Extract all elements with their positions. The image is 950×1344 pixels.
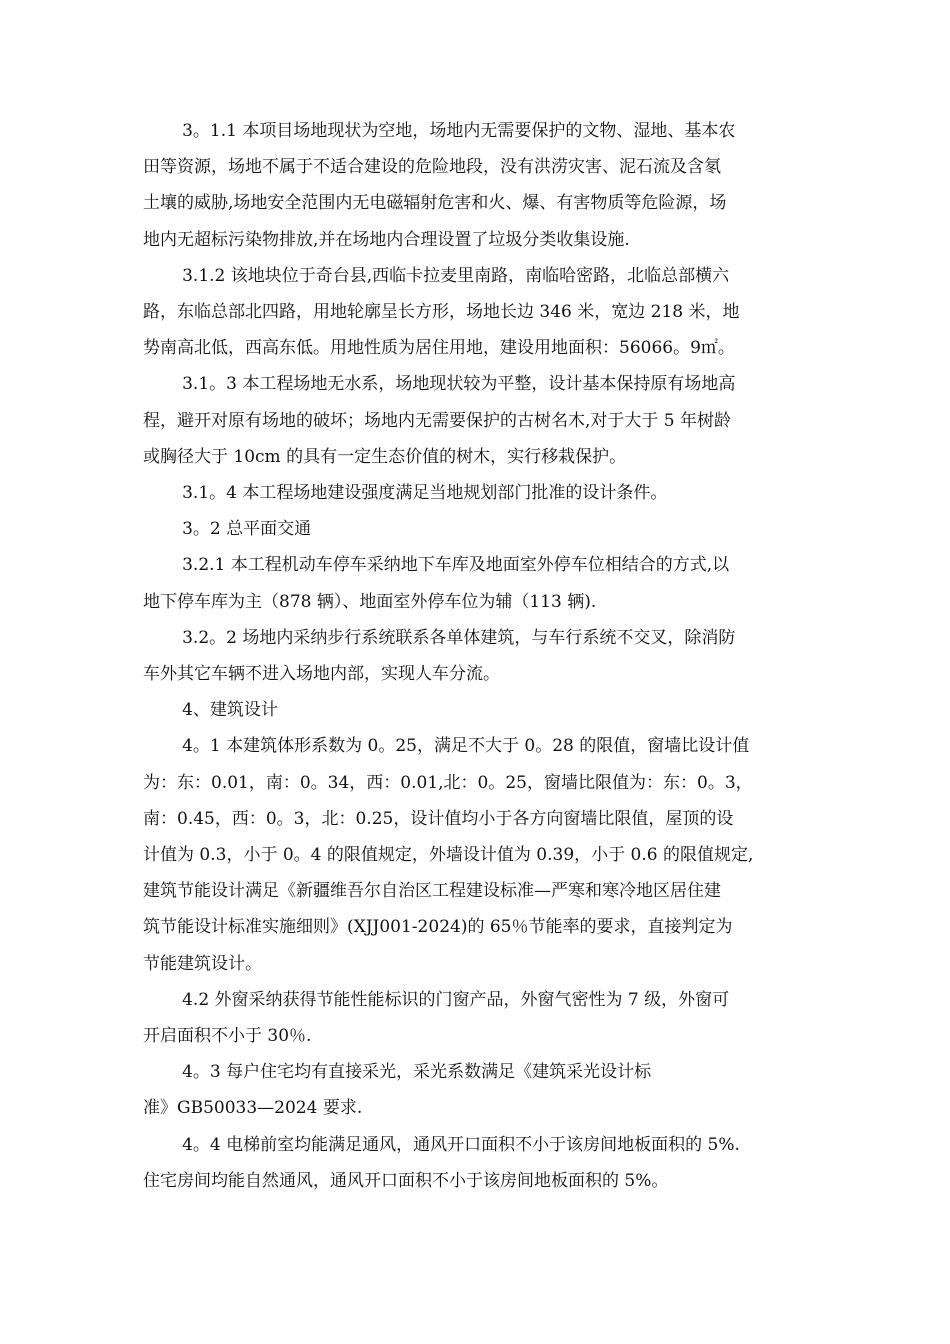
paragraph-3-2-1: 3.2.1 本工程机动车停车采纳地下车库及地面室外停车位相结合的方式,以 地下停车库为主（878 辆）、地面室外停车位为辅（113 辆). (143, 555, 730, 612)
paragraph-3-2-2: 3.2。2 场地内采纳步行系统联系各单体建筑，与车行系统不交叉，除消防 车外其它车辆不进入场地内部，实现人车分流。 (143, 627, 736, 685)
paragraph-3-1-2: 3.1.2 该地块位于奇台县,西临卡拉麦里南路，南临哈密路，北临总部横六 路，东临总部北四路，用地轮廓呈长方形，场地长边 346 米，宽边 218 米，地 势南高北低，西高东低。用地性质为居住用地，建设用地面积：56066。9㎡。 (143, 265, 740, 359)
paragraph-4-1: 4。1 本建筑体形系数为 0。25，满足不大于 0。28 的限值，窗墙比设计值 为：东：0.01，南：0。34，西：0.01,北：0。25，窗墙比限值为：东：0。3， 南：0.45，西：0。3，北：0.25，设计值均小于各方向窗墙比限值，屋顶的设 计值为 0.3，小于 0。4 的限值规定，外墙设计值为 0.39，小于 0.6 的限值规定, 建筑节能设计满足《新疆维吾尔自治区工程建设标准—严寒和寒冷地区居住建 筑节能设计标准实施细则》(XJJ001-2024)的 65％节能率的要求，直接判定为 节能建筑设计。 (143, 736, 754, 974)
paragraph-4-2: 4.2 外窗采纳获得节能性能标识的门窗产品，外窗气密性为 7 级，外窗可 开启面积不小于 30％. (143, 989, 730, 1047)
paragraph-4-4: 4。4 电梯前室均能满足通风，通风开口面积不小于该房间地板面积的 5%. 住宅房间均能自然通风，通风开口面积不小于该房间地板面积的 5%。 (143, 1134, 740, 1191)
paragraph-3-1-1: 3。1.1 本项目场地现状为空地，场地内无需要保护的文物、湿地、基本农 田等资源，场地不属于不适合建设的危险地段，没有洪涝灾害、泥石流及含氡 土壤的威胁,场地安全范围内无电磁辐射危害和火、爆、有害物质等危险源，场 地内无超标污染物排放,并在场地内合理设置了垃圾分类收集设施. (143, 121, 736, 250)
paragraph-3-1-3: 3.1。3 本工程场地无水系，场地现状较为平整，设计基本保持原有场地高 程，避开对原有场地的破坏；场地内无需要保护的古树名木,对于大于 5 年树龄 或胸径大于 10cm 的具有一定生态价值的树木，实行移栽保护。 (143, 374, 736, 467)
paragraph-3-1-4: 3.1。4 本工程场地建设强度满足当地规划部门批准的设计条件。 (182, 483, 668, 504)
section-heading-4: 4、建筑设计 (182, 700, 278, 721)
document-body (143, 113, 807, 1199)
section-heading-3-2: 3。2 总平面交通 (182, 519, 312, 540)
paragraph-4-3: 4。3 每户住宅均有直接采光，采光系数满足《建筑采光设计标 准》GB50033—2024 要求. (143, 1062, 652, 1119)
